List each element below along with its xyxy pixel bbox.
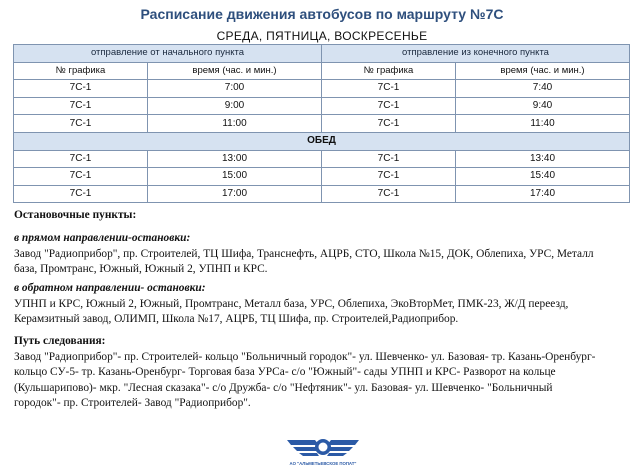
route-line: кольцо СУ-5- тр. Казань-Оренбург- Торговая база УРСа- с/о "Южный"- сады УПНП и КРС- Разворот на кольце <box>14 366 556 378</box>
forward-heading: в прямом направлении-остановки: <box>14 232 191 244</box>
route-line: Завод "Радиоприбор"- пр. Строителей- кольцо "Больничный городок"- ул. Шевченко- ул. Базовая- тр. Казань-Оренбург- <box>14 350 596 363</box>
column-header-row <box>14 62 630 80</box>
schedule-cell: 7С-1 <box>14 150 148 168</box>
time-cell: 17:40 <box>456 185 630 203</box>
schedule-cell: 7С-1 <box>14 97 148 115</box>
schedule-table <box>13 44 630 203</box>
lunch-label: ОБЕД <box>14 132 630 150</box>
table-row <box>14 150 630 168</box>
schedule-cell: 7С-1 <box>322 115 456 133</box>
schedule-cell: 7С-1 <box>322 168 456 186</box>
table-row <box>14 185 630 203</box>
table-row <box>14 115 630 133</box>
company-logo <box>285 432 361 467</box>
col-time-left: время (час. и мин.) <box>148 62 322 80</box>
time-cell: 13:40 <box>456 150 630 168</box>
backward-line: Керамзитный завод, ОЛИМП, Школа №17, АЦРБ, ТЦ Шифа, пр. Строителей,Радиоприбор. <box>14 313 459 325</box>
col-time-right: время (час. и мин.) <box>456 62 630 80</box>
route-line: городок"- пр. Строителей- Завод "Радиоприбор". <box>14 397 251 409</box>
schedule-cell: 7С-1 <box>14 168 148 186</box>
forward-line: база, Промтранс, Южный, Южный 2, УПНП и КРС. <box>14 263 268 275</box>
page-title: Расписание движения автобусов по маршруту №7С <box>140 6 504 22</box>
table-row <box>14 80 630 98</box>
logo-caption: АО "АЛЬМЕТЬЕВСКОЕ ПОПАТ" <box>289 461 357 466</box>
time-cell: 9:00 <box>148 97 322 115</box>
route-heading: Путь следования: <box>14 335 106 347</box>
time-cell: 17:00 <box>148 185 322 203</box>
forward-line: Завод "Радиоприбор", пр. Строителей, ТЦ Шифа, Транснефть, АЦРБ, СТО, Школа №15, ДОК, Облепиха, УРС, Металл <box>14 247 594 260</box>
service-days: СРЕДА, ПЯТНИЦА, ВОСКРЕСЕНЬЕ <box>216 29 428 43</box>
direction-from-end: отправление из конечного пункта <box>322 45 630 63</box>
schedule-cell: 7С-1 <box>14 80 148 98</box>
time-cell: 15:00 <box>148 168 322 186</box>
lunch-row <box>14 132 630 150</box>
direction-header-row <box>14 45 630 63</box>
forward-stops <box>14 231 634 278</box>
backward-stops <box>14 281 634 328</box>
route-line: (Кульшарипово)- мкр. "Лесная сказака"- с/о Дружба- с/о "Нефтяник"- ул. Базовая- ул. Шевченко- "Больничный <box>14 381 553 394</box>
schedule-cell: 7С-1 <box>322 150 456 168</box>
time-cell: 15:40 <box>456 168 630 186</box>
time-cell: 9:40 <box>456 97 630 115</box>
table-row <box>14 97 630 115</box>
schedule-cell: 7С-1 <box>322 80 456 98</box>
backward-heading: в обратном направлении- остановки: <box>14 282 206 294</box>
route-section <box>14 334 634 412</box>
schedule-cell: 7С-1 <box>322 97 456 115</box>
backward-line: УПНП и КРС, Южный 2, Южный, Промтранс, Металл база, УРС, Облепиха, ЭкоВторМет, ПМК-23, Ж/Д переезд, <box>14 297 569 310</box>
time-cell: 11:40 <box>456 115 630 133</box>
stops-heading: Остановочные пункты: <box>14 209 137 221</box>
time-cell: 7:40 <box>456 80 630 98</box>
col-schedule-right: № графика <box>322 62 456 80</box>
schedule-cell: 7С-1 <box>322 185 456 203</box>
time-cell: 11:00 <box>148 115 322 133</box>
direction-from-start: отправление от начального пункта <box>14 45 322 63</box>
schedule-cell: 7С-1 <box>14 115 148 133</box>
stops-section <box>14 208 634 224</box>
col-schedule-left: № графика <box>14 62 148 80</box>
time-cell: 7:00 <box>148 80 322 98</box>
table-row <box>14 168 630 186</box>
schedule-cell: 7С-1 <box>14 185 148 203</box>
time-cell: 13:00 <box>148 150 322 168</box>
